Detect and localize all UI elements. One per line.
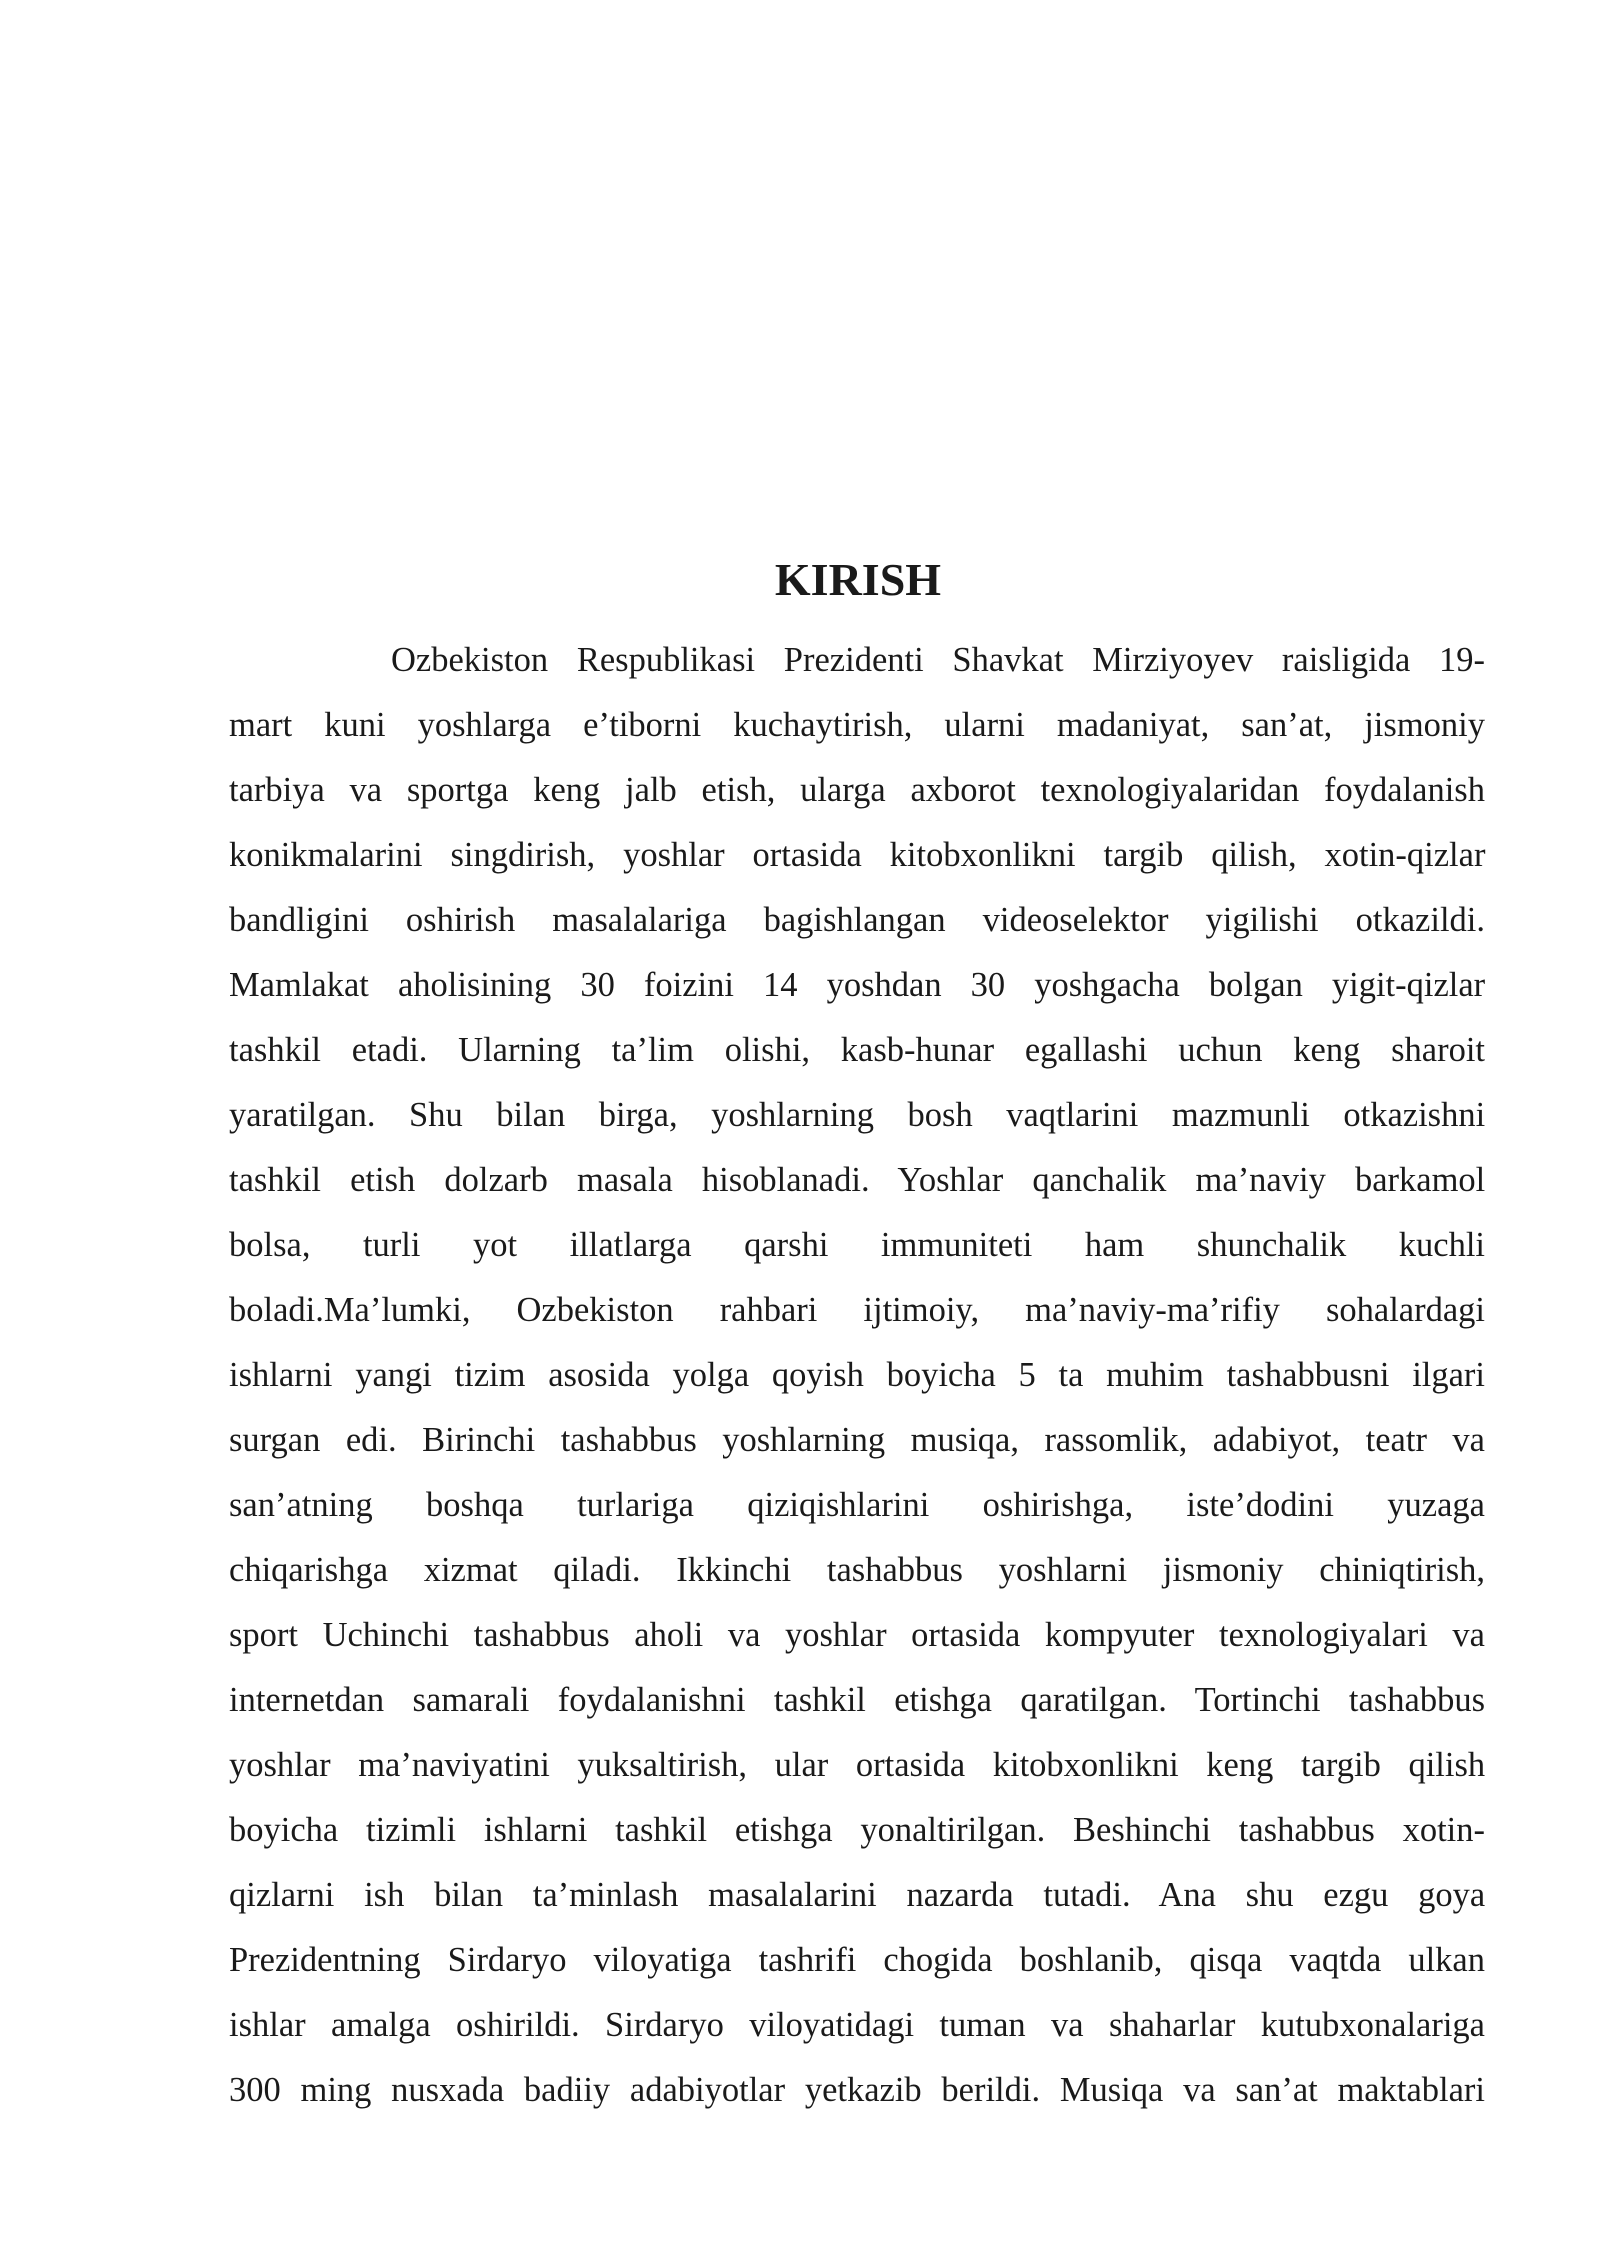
text-line: sport Uchinchi tashabbus aholi va yoshlar ortasida kompyuter texnologiyalari va	[229, 1616, 1485, 1654]
text-line: tashkil etish dolzarb masala hisoblanadi. Yoshlar qanchalik ma’naviy barkamol	[229, 1161, 1486, 1199]
text-line: 300 ming nusxada badiiy adabiyotlar yetkazib berildi. Musiqa va san’at maktablari	[229, 2071, 1485, 2109]
text-line: boyicha tizimli ishlarni tashkil etishga yonaltirilgan. Beshinchi tashabbus xotin-	[229, 1811, 1485, 1849]
text-line: Ozbekiston Respublikasi Prezidenti Shavkat Mirziyoyev raisligida 19-	[391, 641, 1485, 679]
text-line: Mamlakat aholisining 30 foizini 14 yoshdan 30 yoshgacha bolgan yigit-qizlar	[229, 966, 1486, 1004]
text-line: surgan edi. Birinchi tashabbus yoshlarning musiqa, rassomlik, adabiyot, teatr va	[229, 1421, 1485, 1459]
text-line: chiqarishga xizmat qiladi. Ikkinchi tashabbus yoshlarni jismoniy chiniqtirish,	[229, 1551, 1485, 1589]
text-line: internetdan samarali foydalanishni tashkil etishga qaratilgan. Tortinchi tashabbus	[229, 1681, 1485, 1719]
text-line: ishlarni yangi tizim asosida yolga qoyish boyicha 5 ta muhim tashabbusni ilgari	[229, 1356, 1485, 1394]
text-line: bolsa, turli yot illatlarga qarshi immuniteti ham shunchalik kuchli	[229, 1226, 1485, 1264]
text-line: mart kuni yoshlarga e’tiborni kuchaytirish, ularni madaniyat, san’at, jismoniy	[229, 706, 1485, 744]
text-line: yoshlar ma’naviyatini yuksaltirish, ular ortasida kitobxonlikni keng targib qilish	[229, 1746, 1486, 1784]
text-line: bandligini oshirish masalalariga bagishlangan videoselektor yigilishi otkazildi.	[229, 901, 1485, 939]
text-line: tashkil etadi. Ularning ta’lim olishi, kasb-hunar egallashi uchun keng sharoit	[229, 1031, 1485, 1069]
text-line: konikmalarini singdirish, yoshlar ortasida kitobxonlikni targib qilish, xotin-qizlar	[229, 836, 1486, 874]
text-line: Prezidentning Sirdaryo viloyatiga tashrifi chogida boshlanib, qisqa vaqtda ulkan	[229, 1941, 1485, 1979]
text-line: qizlarni ish bilan ta’minlash masalalarini nazarda tutadi. Ana shu ezgu goya	[229, 1876, 1486, 1914]
text-line: san’atning boshqa turlariga qiziqishlarini oshirishga, iste’dodini yuzaga	[229, 1486, 1485, 1524]
text-line: boladi.Ma’lumki, Ozbekiston rahbari ijtimoiy, ma’naviy-ma’rifiy sohalardagi	[229, 1291, 1485, 1329]
text-line: ishlar amalga oshirildi. Sirdaryo viloyatidagi tuman va shaharlar kutubxonalariga	[229, 2006, 1485, 2044]
page-title: KIRISH	[774, 554, 942, 605]
body-paragraph	[229, 628, 1485, 2123]
text-line: tarbiya va sportga keng jalb etish, ularga axborot texnologiyalaridan foydalanish	[229, 771, 1485, 809]
text-line: yaratilgan. Shu bilan birga, yoshlarning bosh vaqtlarini mazmunli otkazishni	[229, 1096, 1486, 1134]
